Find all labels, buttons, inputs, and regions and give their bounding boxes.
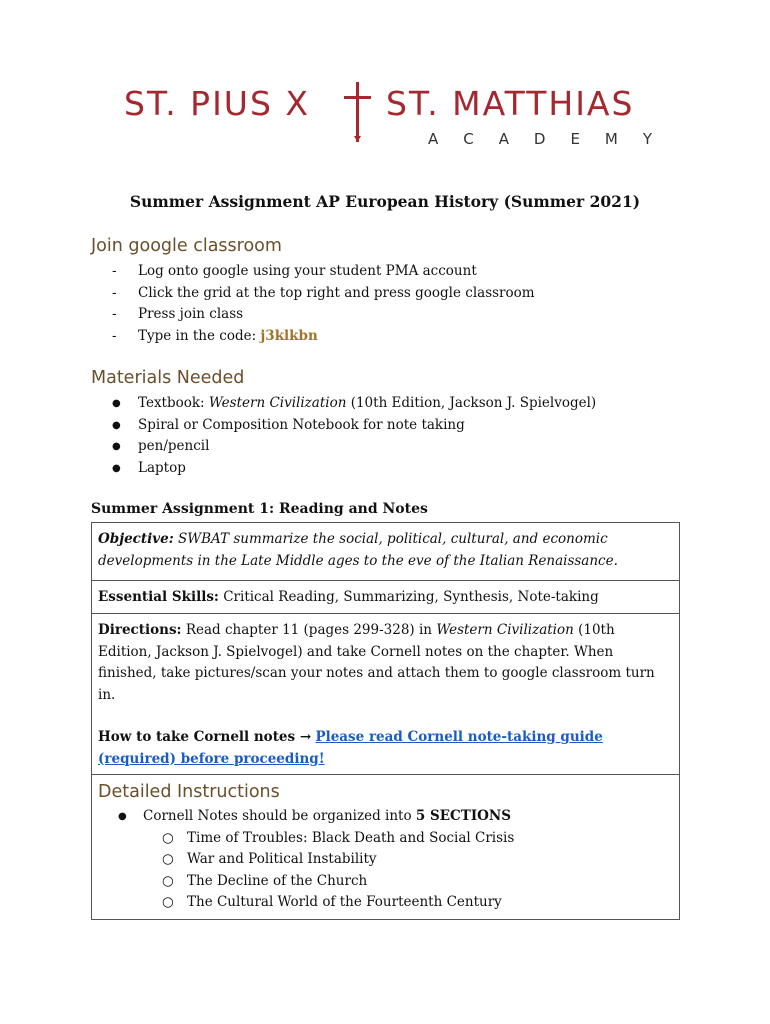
materials-list — [112, 393, 596, 479]
assignment-heading: Summer Assignment 1: Reading and Notes — [91, 501, 428, 517]
list-item: ● pen/pencil — [112, 438, 210, 454]
list-item: - Press join class — [112, 306, 244, 322]
logo-letter: C — [463, 130, 474, 148]
join-steps-list — [112, 261, 535, 347]
cross-icon — [338, 80, 378, 144]
directions-box — [91, 613, 680, 775]
directions-text: Directions: Read chapter 11 (pages 299-328) in Western Civilization (10th Edition, Jackson J. Spielvogel) and take Cornell notes on the chapter. When finished, take pictures/scan your notes and attach them to google classroom turn in. — [98, 622, 655, 703]
list-item: ○ War and Political Instability — [162, 851, 377, 867]
logo-letter: Y — [642, 130, 652, 148]
page-title: Summer Assignment AP European History (Summer 2021) — [129, 192, 641, 211]
detailed-list — [118, 806, 514, 914]
list-item: ○ The Cultural World of the Fourteenth Century — [162, 894, 502, 910]
logo-letter: M — [604, 130, 618, 148]
list-item: ● Laptop — [112, 459, 186, 476]
logo-right-text: ST. MATTHIAS — [386, 84, 635, 123]
school-logo — [124, 84, 654, 128]
objective-box — [91, 522, 680, 581]
list-item: - Click the grid at the top right and press google classroom — [112, 284, 535, 301]
class-code: j3klkbn — [260, 327, 318, 344]
objective-text: SWBAT summarize the social, political, cultural, and economic developments in the Late Middle ages to the eve of the Italian Renaissance. — [98, 531, 618, 569]
join-heading: Join google classroom — [91, 236, 282, 256]
cornell-guide-link[interactable]: Please read Cornell note-taking guide (required) before proceeding! — [98, 729, 603, 767]
logo-subtitle — [428, 130, 652, 148]
cornell-notes-line: How to take Cornell notes → Please read Cornell note-taking guide (required) before proceeding! — [98, 729, 603, 767]
logo-left-text: ST. PIUS X — [124, 84, 310, 123]
skills-text: Critical Reading, Summarizing, Synthesis, Note-taking — [218, 589, 599, 605]
skills-label: Essential Skills: — [98, 589, 219, 605]
list-item: ○ The Decline of the Church — [162, 872, 368, 889]
list-item: ● Textbook: Western Civilization (10th Edition, Jackson J. Spielvogel) — [112, 395, 597, 411]
detailed-instructions-box — [91, 774, 680, 920]
list-item: ● Cornell Notes should be organized into 5 SECTIONS — [118, 808, 511, 824]
detailed-heading: Detailed Instructions — [98, 782, 280, 802]
objective-label: Objective: — [98, 531, 174, 547]
materials-heading: Materials Needed — [91, 368, 245, 388]
logo-letter: A — [498, 130, 509, 148]
list-item: - Type in the code: j3klkbn — [112, 327, 318, 344]
logo-letter: E — [570, 130, 580, 148]
list-item: - Log onto google using your student PMA account — [112, 263, 477, 279]
skills-box — [91, 580, 680, 614]
logo-letter: D — [533, 130, 546, 148]
list-item: ● Spiral or Composition Notebook for note taking — [112, 416, 465, 433]
list-item: ○ Time of Troubles: Black Death and Social Crisis — [162, 829, 515, 846]
logo-letter: A — [428, 130, 439, 148]
